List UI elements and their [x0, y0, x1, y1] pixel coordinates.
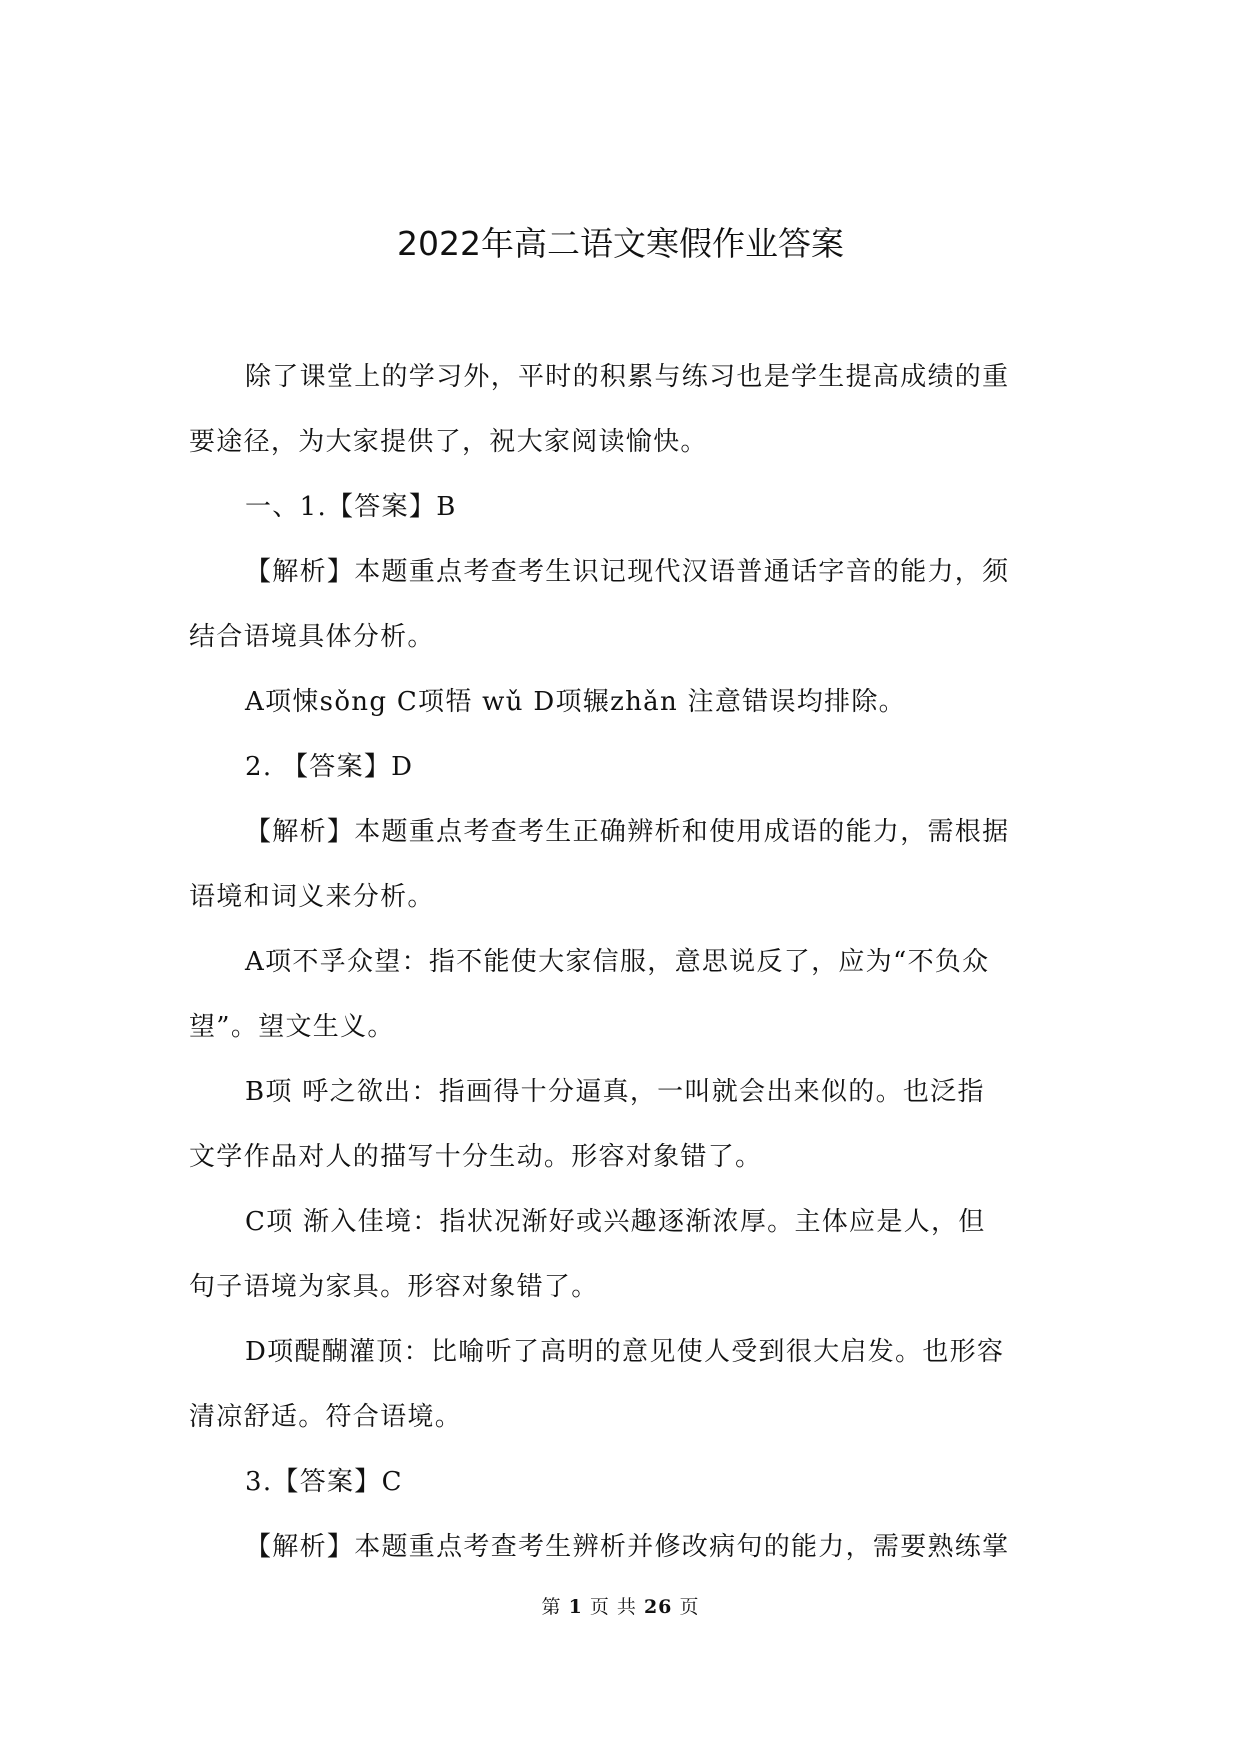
analysis-line: 语境和词义来分析。: [189, 882, 435, 912]
analysis-line: 【解析】本题重点考查考生辨析并修改病句的能力，需要熟练掌: [245, 1532, 1010, 1562]
answer-heading: 2. 【答案】D: [245, 752, 414, 782]
total-pages: 26: [643, 1596, 673, 1618]
page-footer: [0, 1594, 1241, 1620]
analysis-line: 【解析】本题重点考查考生识记现代汉语普通话字音的能力，须: [245, 557, 1010, 587]
paragraph-line: 句子语境为家具。形容对象错了。: [189, 1272, 599, 1302]
paragraph-line: 文学作品对人的描写十分生动。形容对象错了。: [189, 1142, 763, 1172]
paragraph-line: A项不孚众望：指不能使大家信服，意思说反了，应为“不负众: [245, 947, 990, 977]
paragraph-line: 清凉舒适。符合语境。: [189, 1402, 463, 1432]
paragraph-line: A项悚sǒng C项牾 wǔ D项辗zhǎn 注意错误均排除。: [245, 687, 906, 717]
paragraph-line: B项 呼之欲出：指画得十分逼真，一叫就会出来似的。也泛指: [245, 1077, 985, 1107]
paragraph-line: 望”。望文生义。: [189, 1012, 395, 1042]
footer-suffix: 页: [679, 1596, 700, 1618]
answer-heading: 3.【答案】C: [245, 1467, 403, 1497]
paragraph-line: D项醍醐灌顶：比喻听了高明的意见使人受到很大启发。也形容: [245, 1337, 1005, 1367]
footer-middle: 页 共: [589, 1596, 637, 1618]
analysis-line: 【解析】本题重点考查考生正确辨析和使用成语的能力，需根据: [245, 817, 1010, 847]
footer-prefix: 第: [541, 1596, 562, 1618]
analysis-line: 结合语境具体分析。: [189, 622, 435, 652]
paragraph-line: 要途径，为大家提供了，祝大家阅读愉快。: [189, 427, 708, 457]
page-number: 1: [568, 1596, 583, 1618]
answer-heading: 一、1.【答案】B: [245, 492, 457, 522]
paragraph-line: C项 渐入佳境：指状况渐好或兴趣逐渐浓厚。主体应是人，但: [245, 1207, 986, 1237]
document-title: 2022年高二语文寒假作业答案: [397, 224, 844, 263]
paragraph-line: 除了课堂上的学习外，平时的积累与练习也是学生提高成绩的重: [245, 362, 1010, 392]
